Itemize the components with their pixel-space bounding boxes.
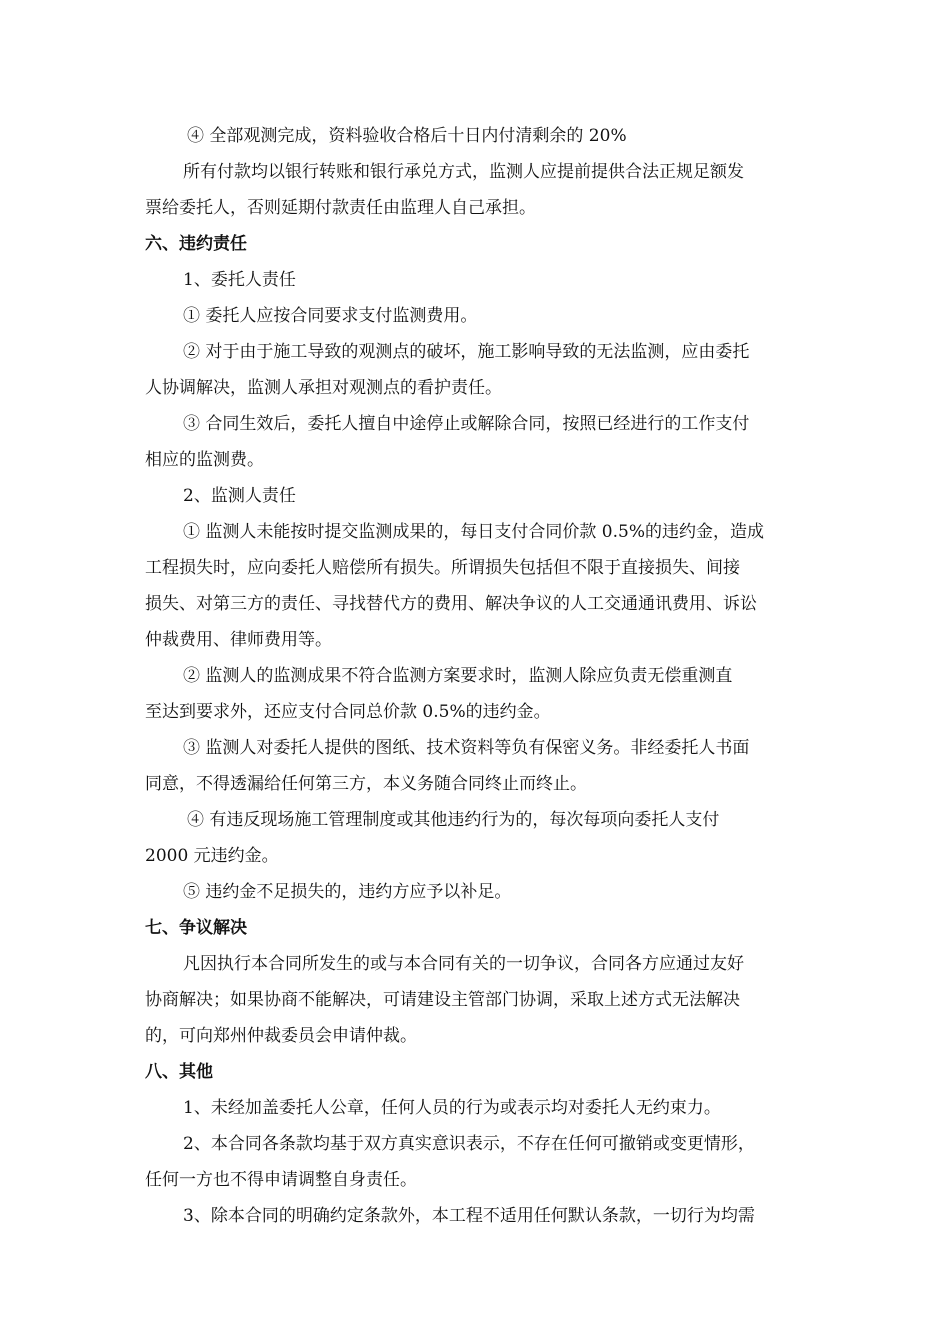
document-body <box>145 118 805 1234</box>
client-item-3-line-2: 相应的监测费。 <box>145 450 264 470</box>
monitor-item-2-line-1: ② 监测人的监测成果不符合监测方案要求时，监测人除应负责无偿重测直 <box>183 666 733 686</box>
client-item-1: ① 委托人应按合同要求支付监测费用。 <box>183 306 478 326</box>
client-item-3-line-1: ③ 合同生效后，委托人擅自中途停止或解除合同，按照已经进行的工作支付 <box>183 414 750 434</box>
monitor-item-1-line-1: ① 监测人未能按时提交监测成果的，每日支付合同价款 0.5%的违约金，造成 <box>183 522 764 542</box>
section-heading-6: 六、违约责任 <box>145 234 247 254</box>
monitor-item-2-line-2: 至达到要求外，还应支付合同总价款 0.5%的违约金。 <box>145 702 551 722</box>
other-item-2-line-1: 2、本合同各条款均基于双方真实意识表示，不存在任何可撤销或变更情形， <box>183 1134 755 1154</box>
monitor-item-4-line-2: 2000 元违约金。 <box>145 846 279 866</box>
client-item-2-line-2: 人协调解决，监测人承担对观测点的看护责任。 <box>145 378 502 398</box>
section-heading-8: 八、其他 <box>145 1062 213 1082</box>
monitor-item-5: ⑤ 违约金不足损失的，违约方应予以补足。 <box>183 882 512 902</box>
monitor-item-3-line-1: ③ 监测人对委托人提供的图纸、技术资料等负有保密义务。非经委托人书面 <box>183 738 750 758</box>
other-item-1: 1、未经加盖委托人公章，任何人员的行为或表示均对委托人无约束力。 <box>183 1098 721 1118</box>
subsection-monitor-responsibility: 2、监测人责任 <box>183 486 296 506</box>
client-item-2-line-1: ② 对于由于施工导致的观测点的破坏，施工影响导致的无法监测，应由委托 <box>183 342 750 362</box>
payment-method-paragraph-line-2: 票给委托人，否则延期付款责任由监理人自己承担。 <box>145 198 536 218</box>
other-item-2-line-2: 任何一方也不得申请调整自身责任。 <box>145 1170 417 1190</box>
monitor-item-3-line-2: 同意，不得透漏给任何第三方，本义务随合同终止而终止。 <box>145 774 587 794</box>
payment-method-paragraph-line-1: 所有付款均以银行转账和银行承兑方式，监测人应提前提供合法正规足额发 <box>183 162 744 182</box>
payment-item-4: ④ 全部观测完成，资料验收合格后十日内付清剩余的 20% <box>187 126 627 146</box>
dispute-paragraph-line-3: 的，可向郑州仲裁委员会申请仲裁。 <box>145 1026 417 1046</box>
monitor-item-4-line-1: ④ 有违反现场施工管理制度或其他违约行为的，每次每项向委托人支付 <box>187 810 720 830</box>
monitor-item-1-line-2: 工程损失时，应向委托人赔偿所有损失。所谓损失包括但不限于直接损失、间接 <box>145 558 740 578</box>
section-heading-7: 七、争议解决 <box>145 918 247 938</box>
other-item-3-line-1: 3、除本合同的明确约定条款外，本工程不适用任何默认条款，一切行为均需 <box>183 1206 755 1226</box>
dispute-paragraph-line-1: 凡因执行本合同所发生的或与本合同有关的一切争议，合同各方应通过友好 <box>183 954 744 974</box>
monitor-item-1-line-3: 损失、对第三方的责任、寻找替代方的费用、解决争议的人工交通通讯费用、诉讼 <box>145 594 757 614</box>
monitor-item-1-line-4: 仲裁费用、律师费用等。 <box>145 630 332 650</box>
dispute-paragraph-line-2: 协商解决；如果协商不能解决，可请建设主管部门协调，采取上述方式无法解决 <box>145 990 740 1010</box>
subsection-client-responsibility: 1、委托人责任 <box>183 270 296 290</box>
